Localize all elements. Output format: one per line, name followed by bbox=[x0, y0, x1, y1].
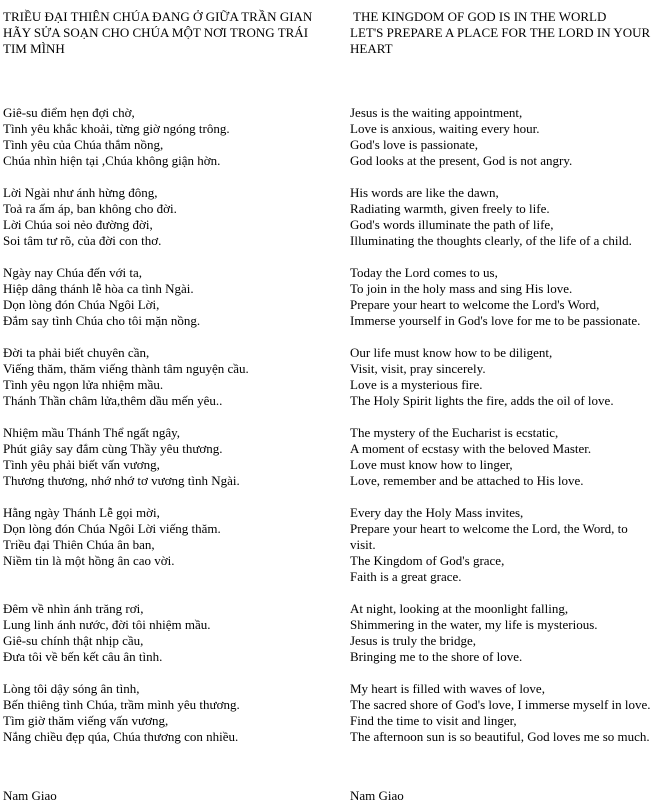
vietnamese-title bbox=[3, 9, 339, 105]
verse-line: Prepare your heart to welcome the Lord's Word, bbox=[350, 297, 600, 312]
verse-line: His words are like the dawn, bbox=[350, 185, 499, 200]
verse-line: Tìm giờ thăm viếng vấn vương, bbox=[3, 713, 169, 728]
verse-line: Tình yêu của Chúa thắm nồng, bbox=[3, 137, 164, 152]
verse-line: At night, looking at the moonlight falling, bbox=[350, 601, 569, 616]
title-line: THE KINGDOM OF GOD IS IN THE WORLD bbox=[350, 9, 607, 24]
verse-line: Lời Ngài như ánh hừng đông, bbox=[3, 185, 158, 200]
verse-line: Radiating warmth, given freely to life. bbox=[350, 201, 550, 216]
verse-line: Shimmering in the water, my life is mysterious. bbox=[350, 617, 598, 632]
verse-line: Bến thiêng tình Chúa, trầm mình yêu thương. bbox=[3, 697, 240, 712]
stanza bbox=[3, 105, 339, 169]
english-title bbox=[350, 9, 672, 105]
vietnamese-author: Nam Giao bbox=[3, 788, 57, 803]
verse-line: Giê-su điểm hẹn đợi chờ, bbox=[3, 105, 135, 120]
verse-line: Find the time to visit and linger, bbox=[350, 713, 517, 728]
verse-line: Every day the Holy Mass invites, bbox=[350, 505, 524, 520]
verse-line: Dọn lòng đón Chúa Ngôi Lời viếng thăm. bbox=[3, 521, 221, 536]
english-poem bbox=[350, 105, 672, 745]
stanza bbox=[3, 425, 339, 489]
verse-line: Prepare your heart to welcome the Lord, the Word, to bbox=[350, 521, 628, 536]
verse-line: Visit, visit, pray sincerely. bbox=[350, 361, 486, 376]
title-line: TRIỀU ĐẠI THIÊN CHÚA ĐANG Ở GIỮA TRẦN GIAN bbox=[3, 9, 313, 24]
verse-line: Nhiệm mầu Thánh Thể ngất ngây, bbox=[3, 425, 181, 440]
verse-line: The sacred shore of God's love, I immerse myself in love. bbox=[350, 697, 651, 712]
verse-line: Triều đại Thiên Chúa ân ban, bbox=[3, 537, 155, 552]
english-author: Nam Giao bbox=[350, 788, 404, 803]
title-line: TIM MÌNH bbox=[3, 41, 65, 56]
verse-line: God's love is passionate, bbox=[350, 137, 478, 152]
verse-line: Thương thương, nhớ nhớ tơ vương tình Ngài. bbox=[3, 473, 240, 488]
stanza bbox=[350, 345, 672, 409]
verse-line: Đưa tôi về bến kết câu ân tình. bbox=[3, 649, 163, 664]
verse-line: Our life must know how to be diligent, bbox=[350, 345, 553, 360]
verse-line: Illuminating the thoughts clearly, of the life of a child. bbox=[350, 233, 632, 248]
verse-line: Lung linh ánh nước, đời tôi nhiệm mầu. bbox=[3, 617, 211, 632]
verse-line: Chúa nhìn hiện tại ,Chúa không giận hờn. bbox=[3, 153, 221, 168]
verse-line: Lời Chúa soi nẻo đường đời, bbox=[3, 217, 153, 232]
stanza bbox=[350, 265, 672, 329]
verse-line: The mystery of the Eucharist is ecstatic, bbox=[350, 425, 559, 440]
verse-line: God looks at the present, God is not angry. bbox=[350, 153, 573, 168]
english-column bbox=[350, 9, 672, 761]
verse-line: Lòng tôi dậy sóng ân tình, bbox=[3, 681, 140, 696]
verse-line: God's words illuminate the path of life, bbox=[350, 217, 554, 232]
verse-line: To join in the holy mass and sing His love. bbox=[350, 281, 573, 296]
verse-line: The Kingdom of God's grace, bbox=[350, 553, 505, 568]
verse-line: My heart is filled with waves of love, bbox=[350, 681, 545, 696]
stanza bbox=[350, 505, 672, 585]
verse-line: A moment of ecstasy with the beloved Master. bbox=[350, 441, 592, 456]
vietnamese-column bbox=[3, 9, 339, 761]
verse-line: The Holy Spirit lights the fire, adds the oil of love. bbox=[350, 393, 614, 408]
stanza bbox=[350, 425, 672, 489]
verse-line: Đời ta phải biết chuyên cần, bbox=[3, 345, 150, 360]
verse-line: Love is anxious, waiting every hour. bbox=[350, 121, 540, 136]
stanza bbox=[350, 601, 672, 665]
title-line: LET'S PREPARE A PLACE FOR THE LORD IN YOUR bbox=[350, 25, 651, 40]
stanza bbox=[350, 681, 672, 745]
stanza bbox=[350, 185, 672, 249]
verse-line: Love is a mysterious fire. bbox=[350, 377, 483, 392]
vietnamese-poem bbox=[3, 105, 339, 745]
verse-line: Bringing me to the shore of love. bbox=[350, 649, 523, 664]
verse-line: Jesus is the waiting appointment, bbox=[350, 105, 523, 120]
verse-line: Đêm về nhìn ánh trăng rơi, bbox=[3, 601, 144, 616]
verse-line: Hiệp dâng thánh lễ hòa ca tình Ngài. bbox=[3, 281, 194, 296]
verse-line: Love, remember and be attached to His love. bbox=[350, 473, 584, 488]
verse-line: Hằng ngày Thánh Lễ gọi mời, bbox=[3, 505, 160, 520]
title-line: HÃY SỬA SOẠN CHO CHÚA MỘT NƠI TRONG TRÁI bbox=[3, 25, 309, 40]
title-line: HEART bbox=[350, 41, 393, 56]
stanza bbox=[3, 185, 339, 249]
stanza bbox=[3, 601, 339, 665]
verse-line: Nắng chiều đẹp qúa, Chúa thương con nhiều. bbox=[3, 729, 239, 744]
verse-line: Jesus is truly the bridge, bbox=[350, 633, 477, 648]
verse-line: visit. bbox=[350, 537, 376, 552]
verse-line: Tình yêu khắc khoải, từng giờ ngóng trông. bbox=[3, 121, 230, 136]
verse-line: Soi tâm tư rõ, của đời con thơ. bbox=[3, 233, 162, 248]
verse-line: Faith is a great grace. bbox=[350, 569, 462, 584]
verse-line: Viếng thăm, thăm viếng thành tâm nguyện cầu. bbox=[3, 361, 249, 376]
verse-line: Tình yêu ngọn lửa nhiệm mầu. bbox=[3, 377, 164, 392]
verse-line: Giê-su chính thật nhịp cầu, bbox=[3, 633, 144, 648]
stanza bbox=[3, 345, 339, 409]
verse-line: Thánh Thần châm lửa,thêm dầu mến yêu.. bbox=[3, 393, 223, 408]
verse-line: Đắm say tình Chúa cho tôi mặn nồng. bbox=[3, 313, 201, 328]
verse-line: Today the Lord comes to us, bbox=[350, 265, 498, 280]
verse-line: Immerse yourself in God's love for me to be passionate. bbox=[350, 313, 641, 328]
stanza bbox=[3, 265, 339, 329]
verse-line: Love must know how to linger, bbox=[350, 457, 513, 472]
verse-line: Niềm tin là một hồng ân cao vời. bbox=[3, 553, 175, 568]
verse-line: Phút giây say đắm cùng Thầy yêu thương. bbox=[3, 441, 223, 456]
stanza bbox=[350, 105, 672, 169]
verse-line: Tình yêu phải biết vấn vương, bbox=[3, 457, 160, 472]
verse-line: Dọn lòng đón Chúa Ngôi Lời, bbox=[3, 297, 160, 312]
stanza bbox=[3, 505, 339, 569]
stanza bbox=[3, 681, 339, 745]
verse-line: Toả ra ấm áp, ban không cho đời. bbox=[3, 201, 177, 216]
verse-line: The afternoon sun is so beautiful, God loves me so much. bbox=[350, 729, 650, 744]
verse-line: Ngày nay Chúa đến với ta, bbox=[3, 265, 143, 280]
